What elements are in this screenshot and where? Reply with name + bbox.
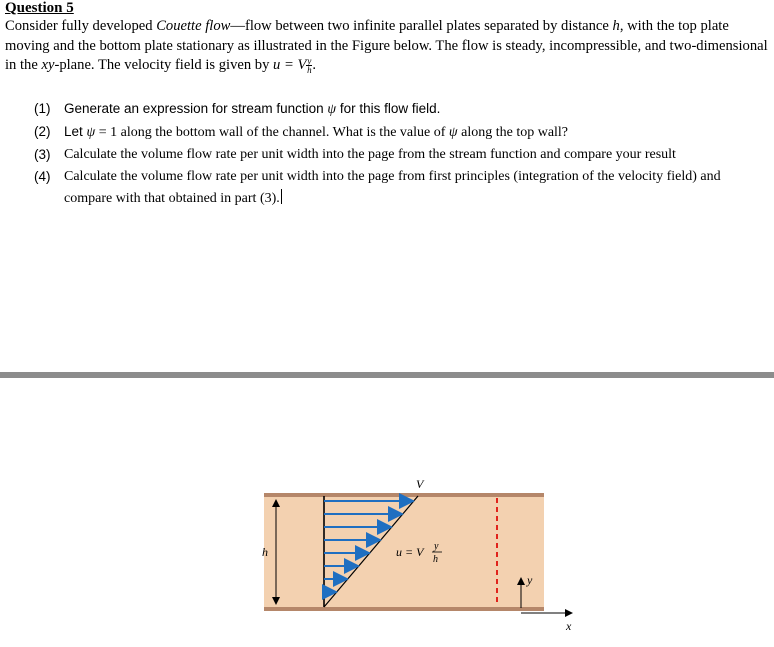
bottom-plate xyxy=(264,607,544,611)
velocity-fraction: $\frac{y}{h}$ xyxy=(307,56,312,76)
label-velocity-equation: u = V xyxy=(396,545,424,559)
label-frac-den: h xyxy=(433,554,438,565)
question-parts xyxy=(34,98,769,210)
figure-svg xyxy=(0,378,774,642)
label-y: y xyxy=(527,573,533,587)
list-item: (2) Let ψ = 1 along the bottom wall of the channel. What is the value of ψ along the top wall? xyxy=(34,124,569,140)
label-V: V xyxy=(416,477,424,491)
text-cursor xyxy=(281,189,282,204)
top-plate xyxy=(264,493,544,497)
label-x: x xyxy=(566,619,572,633)
velocity-equation: u = V xyxy=(273,57,307,73)
label-h: h xyxy=(262,545,268,559)
question-title: Question 5 xyxy=(5,0,74,16)
label-frac-num: y xyxy=(434,541,439,552)
couette-flow-figure xyxy=(0,378,774,642)
question-intro: Consider fully developed Couette flow—flow between two infinite parallel plates separated by distance h, with the top plate moving and the bottom plate stationary as illustrated in the Figure below. The flow is steady, incompressible, and two-dimensional in the xy-plane. The velocity field is given by u = V $\frac{y}{h}$ . xyxy=(5,18,768,76)
list-item: (3) Calculate the volume flow rate per unit width into the page from the stream function and compare your result xyxy=(34,147,676,162)
list-item: (1) Generate an expression for stream function ψ for this flow field. xyxy=(34,101,441,117)
list-item: (4) Calculate the volume flow rate per unit width into the page from first principles (integration of the velocity field) and compare with that obtained in part (3). xyxy=(34,169,721,206)
